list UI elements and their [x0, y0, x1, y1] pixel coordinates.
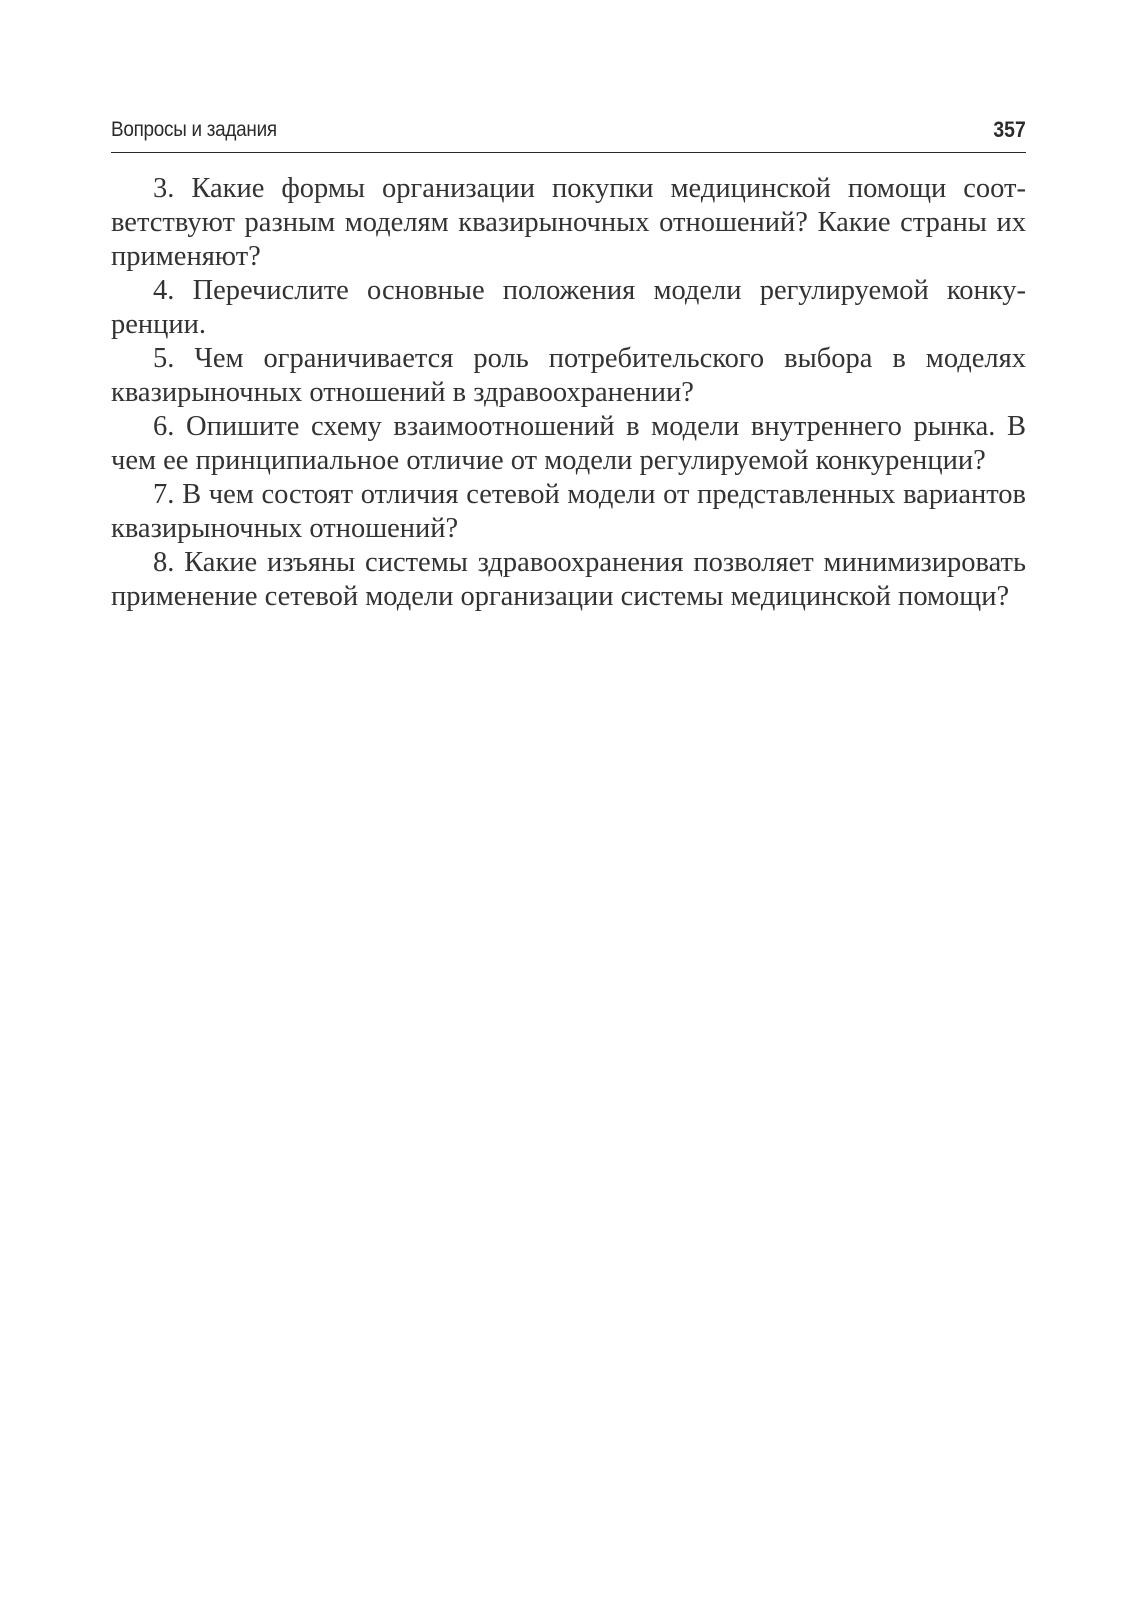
- question-number: 3.: [153, 173, 175, 204]
- page-number: 357: [993, 117, 1026, 142]
- question-item: [111, 274, 1026, 342]
- question-number: 6.: [153, 411, 175, 442]
- question-text: Чем ограничивается роль потребительского выбора в моделях квазирыночных отношений в здравоохранении?: [111, 343, 1027, 408]
- question-text: Опишите схему взаимоотношений в модели внутреннего рынка. В чем ее принципиальное отличие от модели регулируемой конкуренции?: [111, 411, 1026, 476]
- question-item: [111, 478, 1026, 546]
- question-item: [111, 342, 1026, 410]
- question-number: 7.: [153, 479, 175, 510]
- questions-list: [111, 172, 1026, 614]
- question-item: [111, 172, 1026, 274]
- running-header: [111, 114, 1026, 153]
- question-number: 8.: [153, 547, 175, 578]
- section-title: Вопросы и задания: [111, 118, 277, 141]
- question-text: Перечислите основные положения модели регулируемой конкуренции.: [111, 275, 1026, 340]
- question-text: В чем состоят отличия сетевой модели от представленных вариантов квазирыночных отношений?: [111, 479, 1027, 544]
- question-item: [111, 546, 1026, 614]
- question-number: 4.: [153, 275, 175, 306]
- question-number: 5.: [153, 343, 175, 374]
- question-text: Какие формы организации покупки медицинской помощи соответствуют разным моделям квазирыночных отношений? Какие страны их применяют?: [111, 173, 1026, 272]
- question-text: Какие изъяны системы здравоохранения позволяет минимизировать применение сетевой модели организации системы медицинской помощи?: [111, 547, 1026, 612]
- question-item: [111, 410, 1026, 478]
